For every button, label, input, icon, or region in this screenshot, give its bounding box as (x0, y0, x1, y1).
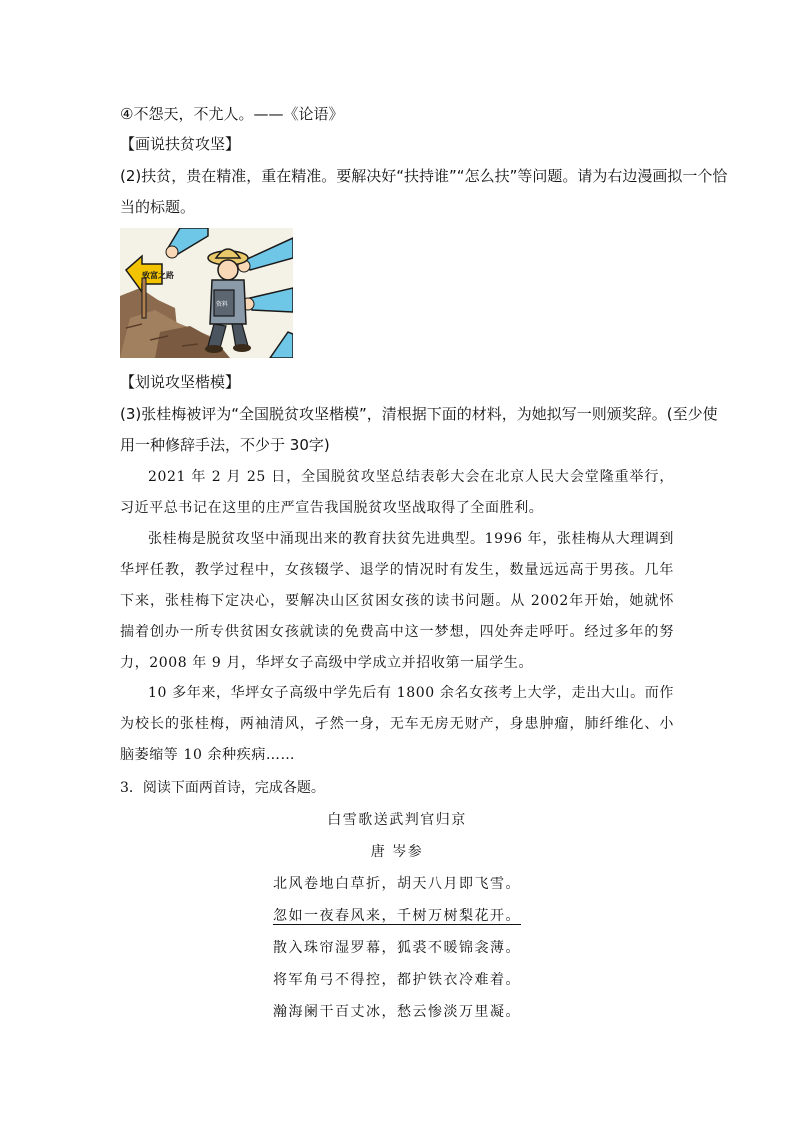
poverty-alleviation-cartoon (120, 228, 293, 358)
question-3-line-2: 用一种修辞手法，不少于 30字) (120, 436, 330, 454)
question-2-line-1: (2)扶贫，贵在精准，重在精准。要解决好“扶持谁”“怎么扶”等问题。请为右边漫画拟一个恰 (120, 167, 728, 185)
section-heading-model: 【划说攻坚楷模】 (120, 373, 241, 391)
poem-line-underlined (0, 906, 794, 926)
poem-author: 唐 岑参 (370, 844, 424, 860)
quote-line: ④不怨天，不尤人。——《论语》 (120, 105, 344, 123)
sign-text: 致富之路 (142, 271, 174, 280)
book-text: 资料 (216, 301, 229, 308)
material-paragraph-1: 2021 年 2 月 25 日，全国脱贫攻坚总结表彰大会在北京人民大会堂隆重举行，习近平总书记在这里的庄严宣告我国脱贫攻坚战取得了全面胜利。 (120, 469, 674, 516)
question-3-heading: 3．阅读下面两首诗，完成各题。 (120, 780, 325, 796)
material-paragraph-2: 张桂梅是脱贫攻坚中涌现出来的教育扶贫先进典型。1996 年，张桂梅从大理调到华坪任教，教学过程中，女孩辍学、退学的情况时有发生，数量远远高于男孩。几年下来，张桂梅下定决心，要解决山区贫困女孩的读书问题。从 2002年开始，她就怀揣着创办一所专供贫困女孩就读的免费高中这一梦想，四处奔走呼吁。经过多年的努力，2008 年 9 月，华坪女子高级中学成立并招收第一届学生。 (120, 531, 674, 671)
poem-line-underlined-text: 忽如一夜春风来，千树万树梨花开。 (273, 908, 521, 924)
section-heading-cartoon: 【画说扶贫攻坚】 (120, 135, 241, 153)
material-paragraph-3: 10 多年来，华坪女子高级中学先后有 1800 余名女孩考上大学，走出大山。而作为校长的张桂梅，两袖清风，孑然一身，无车无房无财产，身患肿瘤，肺纤维化、小脑萎缩等 10 余种疾病…… (120, 685, 674, 763)
question-3-line-1: (3)张桂梅被评为“全国脱贫攻坚楷模”，清根据下面的材料，为她拟写一则颁奖辞。(至少使 (120, 405, 718, 423)
poem-line: 将军角弓不得控，都护铁衣冷难着。 (273, 972, 521, 988)
poem-line: 散入珠帘湿罗幕，狐裘不暖锦衾薄。 (273, 940, 521, 956)
question-2-line-2: 当的标题。 (120, 198, 196, 216)
poem-title: 白雪歌送武判官归京 (327, 812, 467, 828)
poem-line: 瀚海阑干百丈冰，愁云惨淡万里凝。 (273, 1004, 521, 1020)
poem-line: 北风卷地白草折，胡天八月即飞雪。 (273, 876, 521, 892)
